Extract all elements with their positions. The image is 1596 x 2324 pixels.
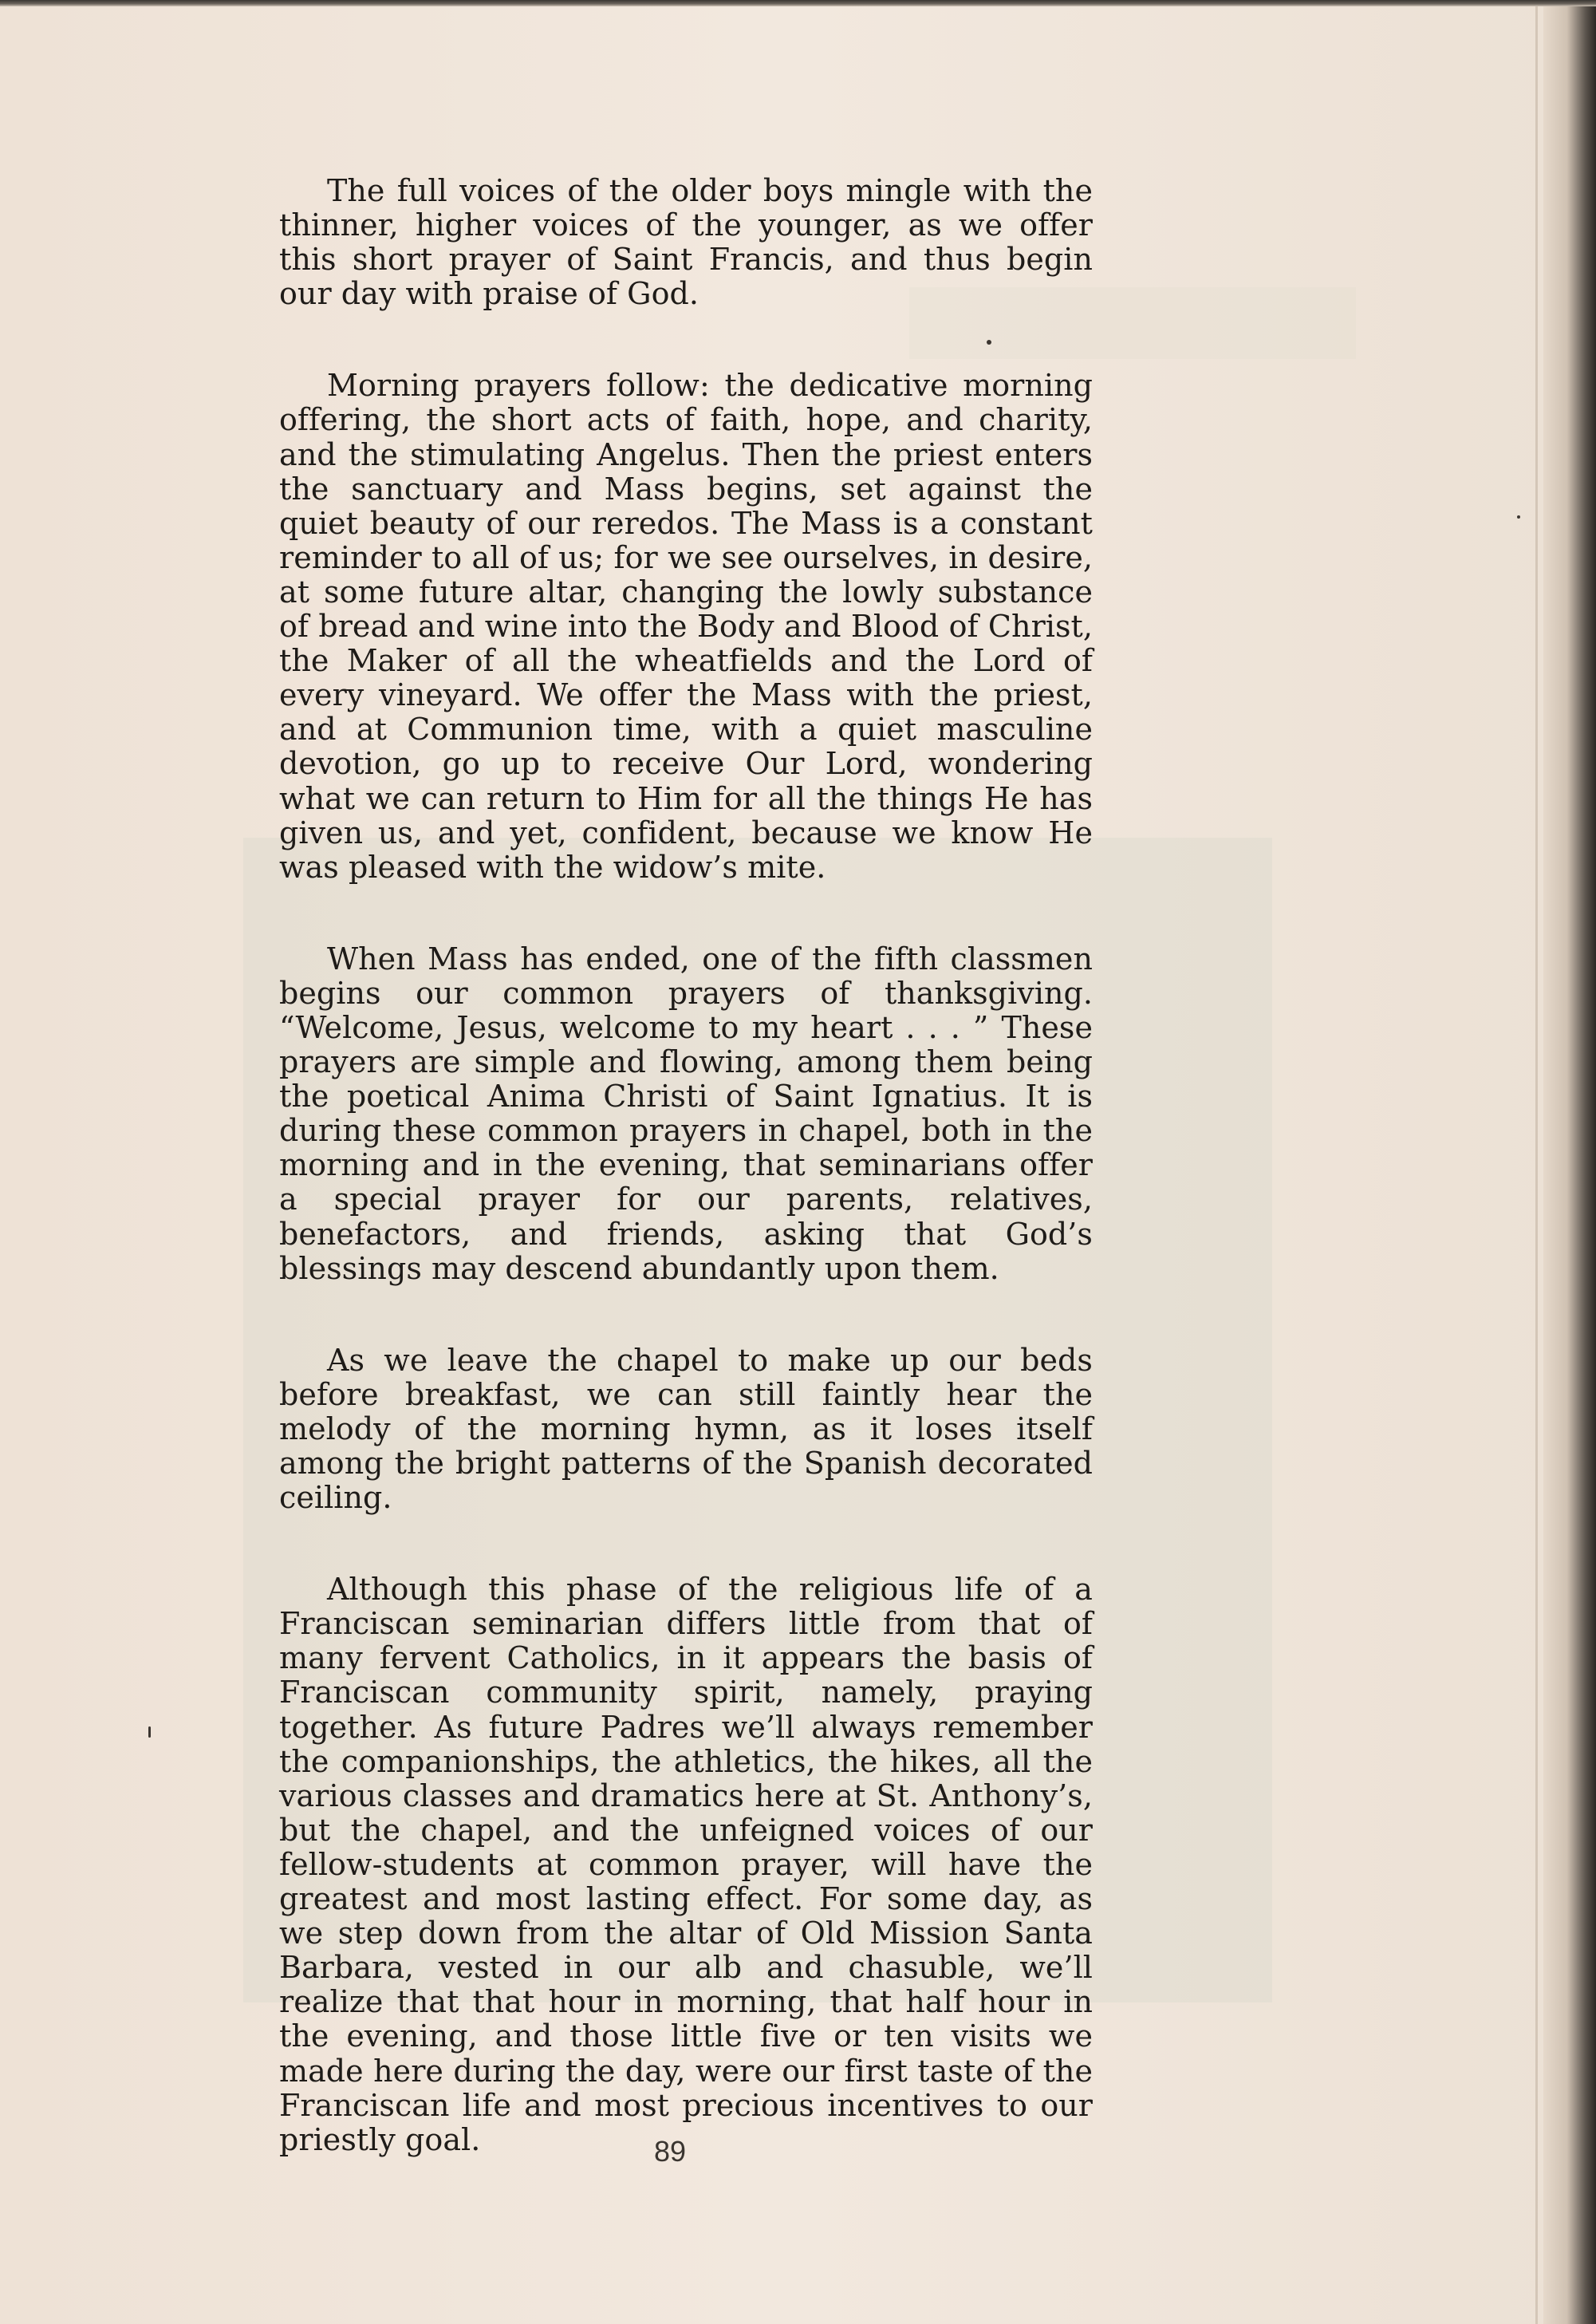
binding-edge bbox=[1543, 0, 1596, 2324]
paragraph: As we leave the chapel to make up our beds before breakfast, we can still faintly hear the melody of the morning hymn, as it loses itself among the bright patterns of the Spanish decorated ceiling. bbox=[279, 1342, 1093, 1516]
ink-speck bbox=[1517, 515, 1520, 519]
paragraph: The full voices of the older boys mingle with the thinner, higher voices of the younger, as we offer this short prayer of Saint Francis, and thus begin our day with praise of God. bbox=[279, 173, 1093, 312]
paragraph: When Mass has ended, one of the fifth classmen begins our common prayers of thanksgiving. “Welcome, Jesus, welcome to my heart . . . ” These prayers are simple and flowing, among them being the poetical Anima Christi of Saint Ignatius. It is during these common prayers in chapel, both in the morning and in the evening, that seminarians offer a special prayer for our parents, relatives, benefactors, and friends, asking that God’s blessings may descend abundantly upon them. bbox=[279, 941, 1093, 1286]
paragraph: Morning prayers follow: the dedicative morning offering, the short acts of faith, hope, and charity, and the stimulating Angelus. Then the priest enters the sanctuary and Mass begins, set against the quiet beauty of our reredos. The Mass is a constant reminder to all of us; for we see ourselves, in desire, at some future altar, changing the lowly substance of bread and wine into the Body and Blood of Christ, the Maker of all the wheatfields and the Lord of every vineyard. We offer the Mass with the priest, and at Communion time, with a quiet masculine devotion, go up to receive Our Lord, wondering what we can return to Him for all the things He has given us, and yet, confident, because we know He was pleased with the widow’s mite. bbox=[279, 368, 1093, 885]
body-text bbox=[279, 174, 1093, 2215]
page-number: 89 bbox=[653, 2135, 687, 2168]
top-edge bbox=[0, 0, 1596, 6]
binding-crease bbox=[1535, 0, 1538, 2324]
ink-speck bbox=[148, 1726, 151, 1738]
ink-speck bbox=[987, 340, 991, 345]
paragraph: Although this phase of the religious life of a Franciscan seminarian differs little from that of many fervent Catholics, in it appears the basis of Franciscan community spirit, namely, praying together. As future Padres we’ll always remember the companionships, the athletics, the hikes, all the various classes and dramatics here at St. Anthony’s, but the chapel, and the unfeigned voices of our fellow-students at common prayer, will have the greatest and most lasting effect. For some day, as we step down from the altar of Old Mission Santa Barbara, vested in our alb and chasuble, we’ll realize that that hour in morning, that half hour in the evening, and those little five or ten visits we made here during the day, were our first taste of the Franciscan life and most precious incentives to our priestly goal. bbox=[279, 1572, 1093, 2157]
